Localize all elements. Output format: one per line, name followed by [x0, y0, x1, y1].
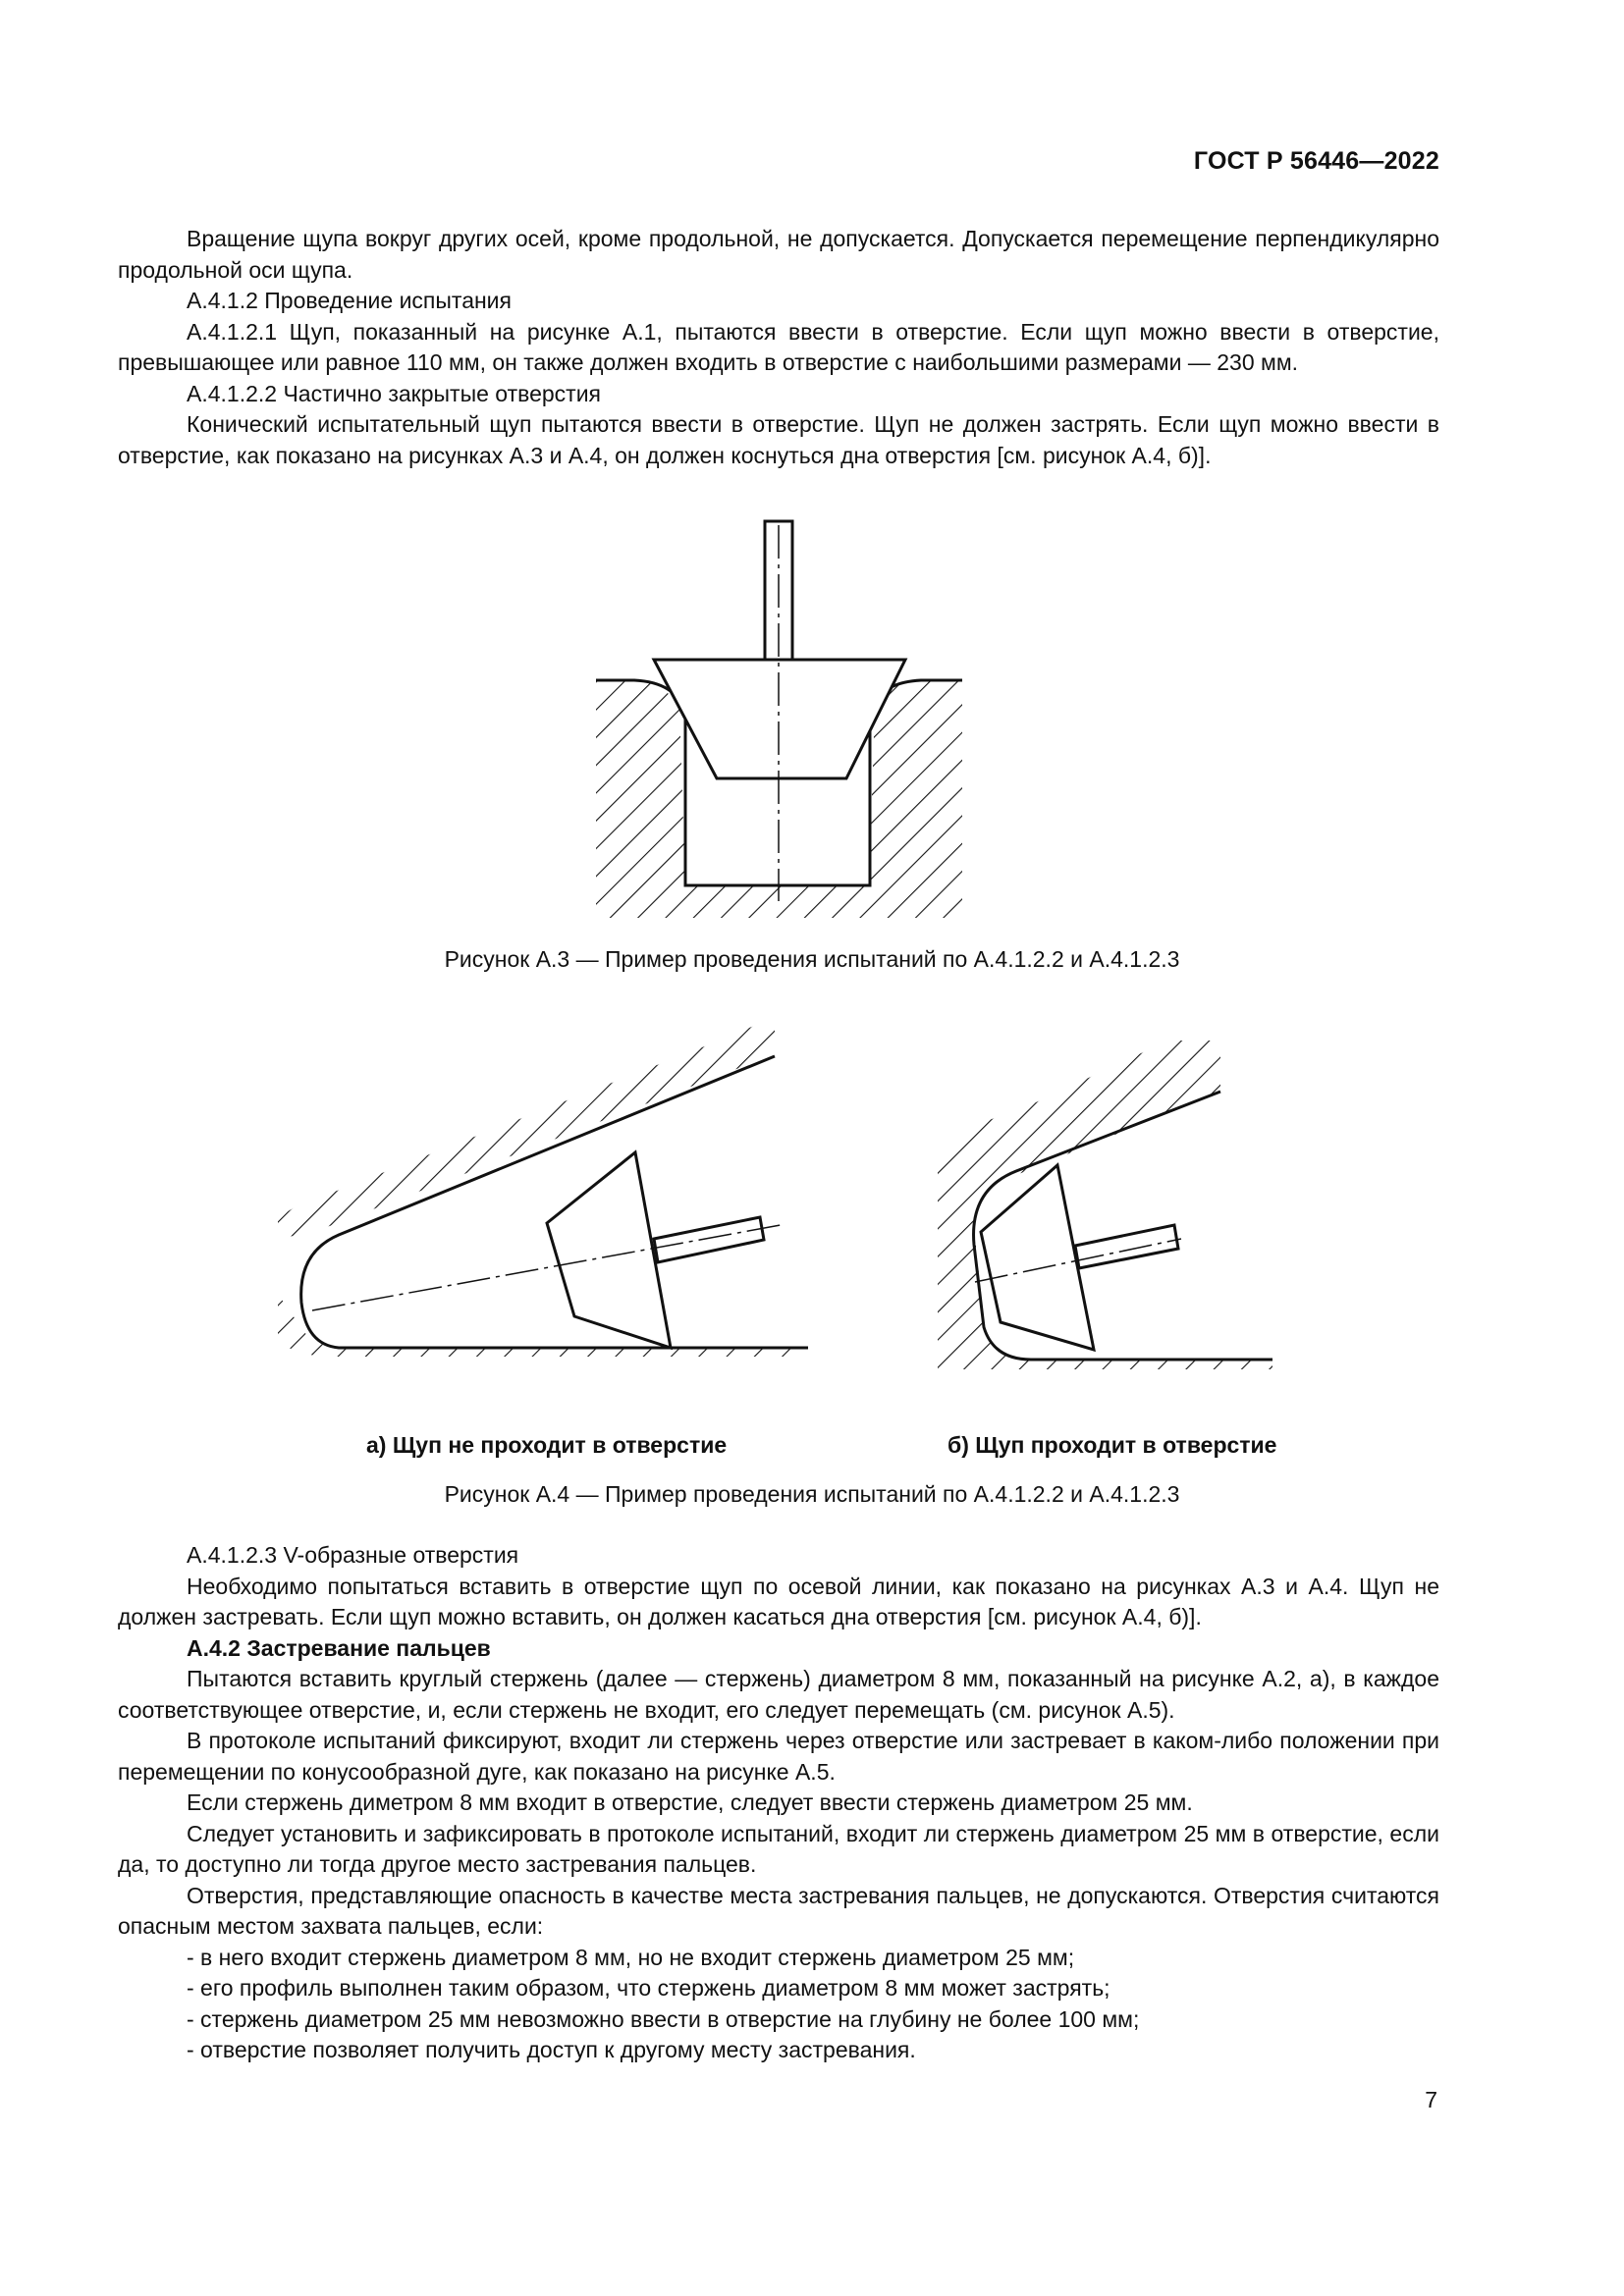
figure-a4a-probe-cone — [547, 1152, 671, 1348]
document-header: ГОСТ Р 56446—2022 — [1193, 147, 1439, 175]
paragraph: Следует установить и зафиксировать в протоколе испытаний, входит ли стержень диаметром 25 мм в отверстие, если да, то доступно ли тогда другое место застревания пальцев. — [118, 1820, 1439, 1877]
paragraph: Конический испытательный щуп пытаются ввести в отверстие. Щуп не должен застрять. Если щуп можно ввести в отверстие, как показано на рисунках А.3 и А.4, он должен коснуться дна отверстия [см. рисунок А.4, б)]. — [118, 411, 1439, 468]
figure-a3 — [596, 521, 962, 930]
paragraph: Пытаются вставить круглый стержень (далее — стержень) диаметром 8 мм, показанный на рисунке А.2, а), в каждое соответствующее отверстие, и, если стержень не входит, его следует перемещать (см. рисунок А.5). — [118, 1666, 1439, 1723]
list-item: - его профиль выполнен таким образом, что стержень диаметром 8 мм может застрять; — [187, 1975, 1110, 2001]
paragraph: Необходимо попытаться вставить в отверстие щуп по осевой линии, как показано на рисунках А.3 и А.4. Щуп не должен застревать. Если щуп можно вставить, он должен касаться дна отверстия [см. рисунок А.4, б)]. — [118, 1573, 1439, 1629]
paragraph: А.4.1.2.1 Щуп, показанный на рисунке А.1, пытаются ввести в отверстие. Если щуп можно ввести в отверстие, превышающее или равное 110 мм, он также должен входить в отверстие с наибольшими размерами — 230 мм. — [118, 318, 1439, 375]
section-heading: А.4.1.2.3 V-образные отверстия — [187, 1542, 519, 1568]
figure-a3-caption: Рисунок А.3 — Пример проведения испытаний по А.4.1.2.2 и А.4.1.2.3 — [444, 946, 1180, 972]
figure-a4a-axis — [312, 1225, 781, 1310]
figure-a4a-probe-shaft — [654, 1217, 764, 1262]
section-heading-bold: А.4.2 Застревание пальцев — [187, 1634, 491, 1661]
figure-a4a — [278, 1021, 808, 1357]
figure-a4b-probe-shaft — [1075, 1225, 1178, 1268]
figure-a4b-hatch-region — [938, 1041, 1272, 1369]
figure-a4a-upper-hatch — [278, 1021, 775, 1239]
figure-a4b — [933, 1041, 1272, 1369]
section-heading: А.4.1.2 Проведение испытания — [187, 288, 512, 313]
text-block-bottom — [118, 1540, 1439, 2066]
figure-a4-caption: Рисунок А.4 — Пример проведения испытаний по А.4.1.2.2 и А.4.1.2.3 — [444, 1481, 1180, 1507]
figure-a4b-subcaption: б) Щуп проходит в отверстие — [947, 1432, 1277, 1458]
paragraph: Вращение щупа вокруг других осей, кроме продольной, не допускается. Допускается перемещение перпендикулярно продольной оси щупа. — [118, 226, 1439, 283]
paragraph: Если стержень диметром 8 мм входит в отверстие, следует ввести стержень диаметром 25 мм. — [187, 1789, 1193, 1815]
list-item: - стержень диаметром 25 мм невозможно ввести в отверстие на глубину не более 100 мм; — [187, 2005, 1140, 2032]
section-heading: А.4.1.2.2 Частично закрытые отверстия — [187, 380, 601, 406]
paragraph: В протоколе испытаний фиксируют, входит ли стержень через отверстие или застревает в каком-либо положении при перемещении по конусообразной дуге, как показано на рисунке А.5. — [118, 1728, 1439, 1785]
figure-a4a-subcaption: а) Щуп не проходит в отверстие — [366, 1432, 728, 1458]
list-item: - отверстие позволяет получить доступ к другому месту застревания. — [187, 2037, 916, 2062]
page-number: 7 — [1425, 2087, 1437, 2112]
paragraph: Отверстия, представляющие опасность в качестве места застревания пальцев, не допускаются. Отверстия считаются опасным местом захвата пальцев, если: — [118, 1882, 1439, 1939]
list-item: - в него входит стержень диаметром 8 мм, но не входит стержень диаметром 25 мм; — [187, 1944, 1075, 1970]
